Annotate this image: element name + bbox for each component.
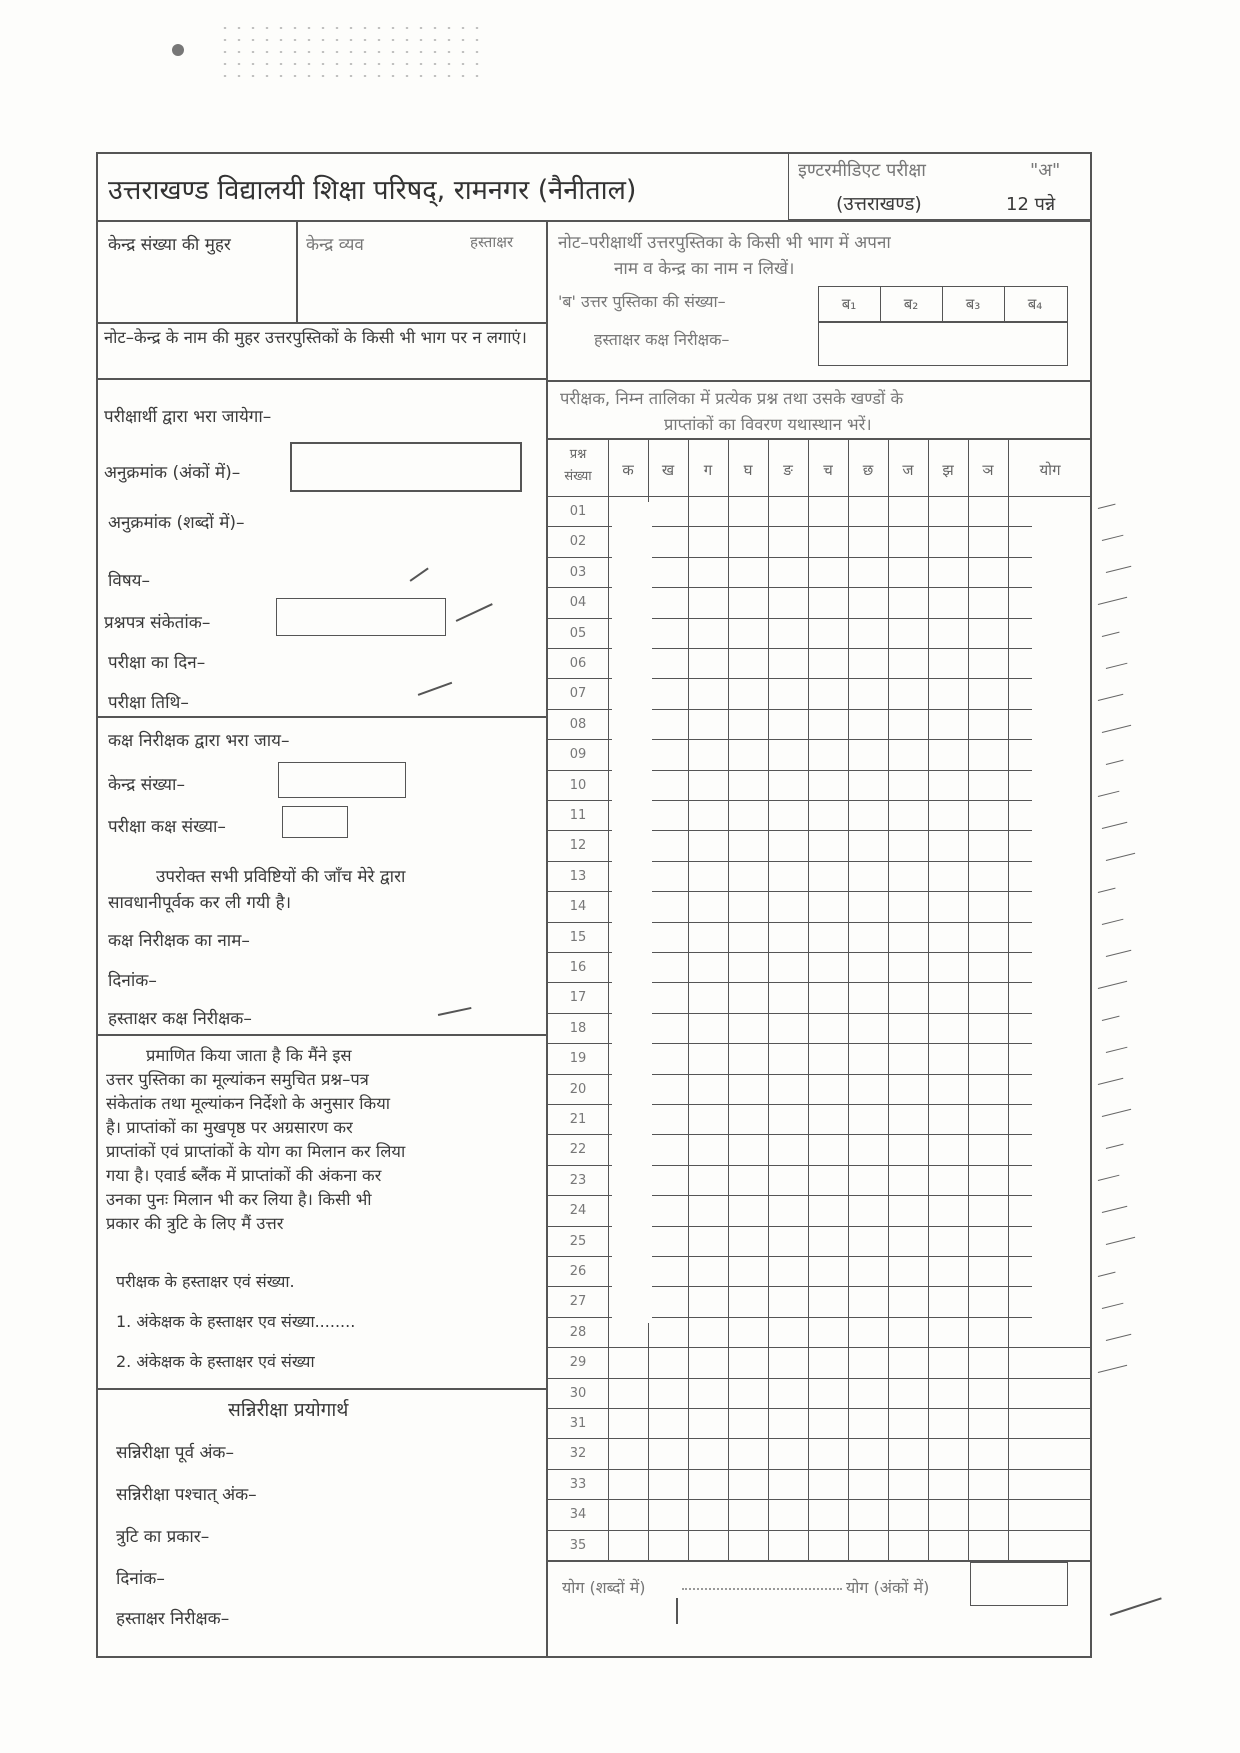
room-no-box[interactable] bbox=[282, 806, 348, 838]
question-number: 26 bbox=[569, 1264, 587, 1279]
punch-mark bbox=[172, 44, 184, 56]
candidate-bottom-divider bbox=[96, 716, 548, 718]
margin-tick-mark bbox=[1102, 1016, 1120, 1022]
b-cell-4: ब₄ bbox=[1027, 295, 1043, 313]
question-number: 29 bbox=[569, 1355, 587, 1371]
table-top-line bbox=[546, 438, 1092, 440]
certification-text bbox=[106, 1044, 542, 1236]
subject-label: विषय– bbox=[108, 571, 151, 591]
dotted-scan-marks bbox=[218, 22, 480, 86]
note-line-2: नाम व केन्द्र का नाम न लिखें। bbox=[614, 259, 795, 279]
paper-code-box[interactable] bbox=[276, 598, 446, 636]
margin-tick-mark bbox=[1106, 1334, 1132, 1342]
margin-tick-mark bbox=[1098, 888, 1116, 894]
exam-name: इण्टरमीडिएट परीक्षा bbox=[798, 160, 926, 181]
question-number: 05 bbox=[569, 625, 587, 641]
question-number: 27 bbox=[569, 1294, 587, 1310]
invigilator-sign-label: हस्ताक्षर कक्ष निरीक्षक– bbox=[594, 330, 730, 349]
total-words-label: योग (शब्दों में) bbox=[562, 1578, 646, 1597]
question-number: 34 bbox=[569, 1507, 587, 1523]
room-no-label: परीक्षा कक्ष संख्या– bbox=[108, 817, 226, 837]
question-number: 08 bbox=[569, 716, 587, 732]
margin-tick-mark bbox=[1102, 919, 1124, 926]
margin-tick-mark bbox=[1106, 1047, 1128, 1054]
column-header-9: झ bbox=[942, 461, 954, 479]
note-line-1: नोट–परीक्षार्थी उत्तरपुस्तिका के किसी भी भाग में अपना bbox=[558, 233, 891, 253]
margin-tick-mark bbox=[1102, 1109, 1131, 1118]
center-no-label: केन्द्र संख्या– bbox=[108, 775, 185, 795]
question-number: 06 bbox=[569, 656, 587, 671]
margin-tick-mark bbox=[1102, 1303, 1124, 1310]
margin-tick-mark bbox=[1098, 1078, 1124, 1086]
table-instruction-1: परीक्षक, निम्न तालिका में प्रत्येक प्रश्न तथा उसके खण्डों के bbox=[560, 389, 904, 408]
margin-tick-mark bbox=[1106, 566, 1132, 574]
cert-line: प्रमाणित किया जाता है कि मैंने इस bbox=[146, 1046, 352, 1065]
scrutiny-error-label: त्रुटि का प्रकार– bbox=[116, 1527, 210, 1547]
column-header-6: च bbox=[823, 461, 833, 479]
margin-tick-mark bbox=[1098, 791, 1120, 798]
question-number: 11 bbox=[569, 808, 587, 823]
q-header-2: संख्या bbox=[564, 469, 592, 484]
copy-type: "अ" bbox=[1030, 160, 1061, 181]
question-number: 09 bbox=[569, 747, 587, 763]
cert-line: उत्तर पुस्तिका का मूल्यांकन समुचित प्रश्न–पत्र bbox=[106, 1070, 369, 1089]
candidate-heading: परीक्षार्थी द्वारा भरा जायेगा– bbox=[104, 407, 272, 427]
question-number: 13 bbox=[569, 868, 587, 884]
margin-tick-mark bbox=[1102, 1206, 1128, 1214]
question-number: 23 bbox=[569, 1172, 587, 1188]
total-words-dots bbox=[682, 1588, 842, 1590]
margin-tick-mark bbox=[1106, 760, 1124, 766]
margin-tick-mark bbox=[1102, 822, 1128, 830]
question-number: 28 bbox=[569, 1324, 587, 1340]
column-header-10: ञ bbox=[982, 461, 994, 479]
stamp-label: केन्द्र संख्या की मुहर bbox=[108, 235, 231, 255]
cert-line: संकेतांक तथा मूल्यांकन निर्देशो के अनुसार किया bbox=[106, 1094, 391, 1113]
stamp-note-divider bbox=[96, 322, 548, 324]
note-bottom-divider bbox=[546, 380, 1092, 382]
margin-tick-mark bbox=[1098, 1365, 1127, 1374]
certification-bottom-divider bbox=[96, 1388, 548, 1390]
question-number: 35 bbox=[569, 1537, 587, 1553]
checker-1-label: 1. अंकेक्षक के हस्ताक्षर एव संख्या........ bbox=[116, 1312, 356, 1331]
cert-line: प्राप्तांकों एवं प्राप्तांकों के योग का मिलान कर लिया bbox=[106, 1142, 406, 1161]
cert-line: प्रकार की त्रुटि के लिए मैं उत्तर bbox=[106, 1214, 284, 1233]
b-cell-3: ब₃ bbox=[965, 295, 981, 313]
margin-tick-mark bbox=[1102, 632, 1120, 638]
margin-tick-mark bbox=[1106, 1237, 1135, 1246]
cert-line: है। प्राप्तांकों का मुखपृष्ठ पर अग्रसारण कर bbox=[106, 1118, 353, 1137]
invigilator-bottom-divider bbox=[96, 1034, 548, 1036]
invigilator-name-label: कक्ष निरीक्षक का नाम– bbox=[108, 931, 250, 951]
exam-date-label: परीक्षा तिथि– bbox=[108, 693, 189, 713]
roll-digits-label: अनुक्रमांक (अंकों में)– bbox=[104, 463, 241, 483]
vertical-divider bbox=[546, 220, 548, 1658]
question-number: 07 bbox=[569, 686, 587, 702]
question-number: 04 bbox=[569, 595, 587, 611]
question-number: 20 bbox=[569, 1081, 587, 1097]
q-header-1: प्रश्न bbox=[569, 447, 587, 462]
question-number: 15 bbox=[569, 929, 587, 945]
examiner-sign-label: परीक्षक के हस्ताक्षर एवं संख्या. bbox=[116, 1272, 295, 1291]
signature-label: हस्ताक्षर bbox=[470, 233, 514, 251]
b-count-label: 'ब' उत्तर पुस्तिका की संख्या– bbox=[558, 292, 726, 311]
stamp-divider bbox=[296, 222, 298, 322]
table-instruction-2: प्राप्तांकों का विवरण यथास्थान भरें। bbox=[664, 415, 872, 434]
header-divider bbox=[96, 220, 1092, 222]
column-header-4: घ bbox=[743, 461, 753, 479]
column-header-8: ज bbox=[902, 461, 914, 479]
margin-tick-mark bbox=[1098, 694, 1124, 702]
margin-tick-mark bbox=[1098, 1175, 1120, 1182]
total-digits-box[interactable] bbox=[970, 1562, 1068, 1606]
state-name: (उत्तराखण्ड) bbox=[836, 193, 922, 215]
question-number: 18 bbox=[569, 1020, 587, 1036]
invigilator-date-label: दिनांक– bbox=[108, 971, 157, 991]
margin-tick-mark bbox=[1098, 597, 1127, 606]
question-number: 02 bbox=[569, 534, 587, 550]
column-header-5: ङ bbox=[783, 461, 793, 479]
scrutiny-sign-label: हस्ताक्षर निरीक्षक– bbox=[116, 1609, 230, 1629]
question-number: 33 bbox=[569, 1476, 587, 1492]
cert-line: उनका पुनः मिलान भी कर लिया है। किसी भी bbox=[106, 1190, 372, 1209]
stamp-note: नोट–केन्द्र के नाम की मुहर उत्तरपुस्तिकों के किसी भी भाग पर न लगाएं। bbox=[104, 328, 527, 347]
b-cell-2: ब₂ bbox=[903, 295, 919, 313]
column-header-7: छ bbox=[862, 461, 874, 479]
checker-2-label: 2. अंकेक्षक के हस्ताक्षर एवं संख्या bbox=[116, 1352, 315, 1371]
column-header-2: ख bbox=[661, 461, 675, 479]
exam-day-label: परीक्षा का दिन– bbox=[108, 653, 206, 673]
pen-stroke bbox=[1110, 1597, 1162, 1615]
question-number: 25 bbox=[569, 1233, 587, 1249]
question-number: 12 bbox=[569, 838, 587, 854]
invigilator-sign-label-left: हस्ताक्षर कक्ष निरीक्षक– bbox=[108, 1009, 252, 1029]
question-number: 17 bbox=[569, 990, 587, 1006]
scrutiny-before-label: सन्निरीक्षा पूर्व अंक– bbox=[116, 1443, 234, 1463]
invigilator-sign-box[interactable] bbox=[818, 322, 1068, 366]
margin-tick-mark bbox=[1106, 1144, 1124, 1150]
left-top-bottom-divider bbox=[96, 378, 548, 380]
declaration-line-2: सावधानीपूर्वक कर ली गयी है। bbox=[108, 893, 292, 913]
question-number: 31 bbox=[569, 1416, 587, 1431]
column-header-3: ग bbox=[703, 461, 713, 479]
question-number: 24 bbox=[569, 1203, 587, 1219]
question-number: 21 bbox=[569, 1112, 587, 1127]
page-count: 12 पन्ने bbox=[1006, 194, 1056, 215]
margin-tick-mark bbox=[1098, 981, 1127, 990]
margin-tick-mark bbox=[1102, 725, 1131, 734]
paper-code-label: प्रश्नपत्र संकेतांक– bbox=[104, 613, 211, 633]
margin-tick-mark bbox=[1098, 504, 1116, 510]
question-number: 30 bbox=[569, 1385, 587, 1401]
question-number: 22 bbox=[569, 1142, 587, 1158]
question-number: 32 bbox=[569, 1446, 587, 1462]
b-cell-1: ब₁ bbox=[841, 295, 857, 313]
total-header: योग bbox=[1039, 461, 1061, 479]
roll-digits-box[interactable] bbox=[290, 442, 522, 492]
question-number: 10 bbox=[569, 777, 587, 793]
margin-tick-mark bbox=[1102, 535, 1124, 542]
total-digits-label: योग (अंकों में) bbox=[846, 1578, 930, 1597]
declaration-line-1: उपरोक्त सभी प्रविष्टियों की जाँच मेरे द्वारा bbox=[156, 867, 406, 887]
pen-stroke bbox=[676, 1598, 678, 1624]
column-header-1: क bbox=[622, 461, 634, 479]
center-no-box[interactable] bbox=[278, 762, 406, 798]
question-number: 01 bbox=[569, 504, 587, 519]
question-number: 14 bbox=[569, 899, 587, 915]
question-number: 03 bbox=[569, 564, 587, 580]
margin-tick-mark bbox=[1106, 663, 1128, 670]
board-title: उत्तराखण्ड विद्यालयी शिक्षा परिषद्, रामनगर (नैनीताल) bbox=[108, 175, 637, 206]
cert-line: गया है। एवार्ड ब्लैंक में प्राप्तांकों की अंकना कर bbox=[106, 1166, 382, 1185]
incharge-label: केन्द्र व्यव bbox=[306, 235, 364, 255]
margin-tick-mark bbox=[1106, 950, 1132, 958]
question-number: 16 bbox=[569, 960, 587, 975]
roll-words-label: अनुक्रमांक (शब्दों में)– bbox=[108, 513, 245, 533]
margin-tick-mark bbox=[1098, 1272, 1116, 1278]
scrutiny-after-label: सन्निरीक्षा पश्चात् अंक– bbox=[116, 1485, 257, 1505]
invigilator-heading: कक्ष निरीक्षक द्वारा भरा जाय– bbox=[108, 731, 290, 751]
scrutiny-date-label: दिनांक– bbox=[116, 1569, 165, 1589]
scrutiny-heading: सन्निरीक्षा प्रयोगार्थ bbox=[228, 1399, 349, 1421]
question-number: 19 bbox=[569, 1051, 587, 1067]
margin-tick-mark bbox=[1106, 853, 1135, 862]
